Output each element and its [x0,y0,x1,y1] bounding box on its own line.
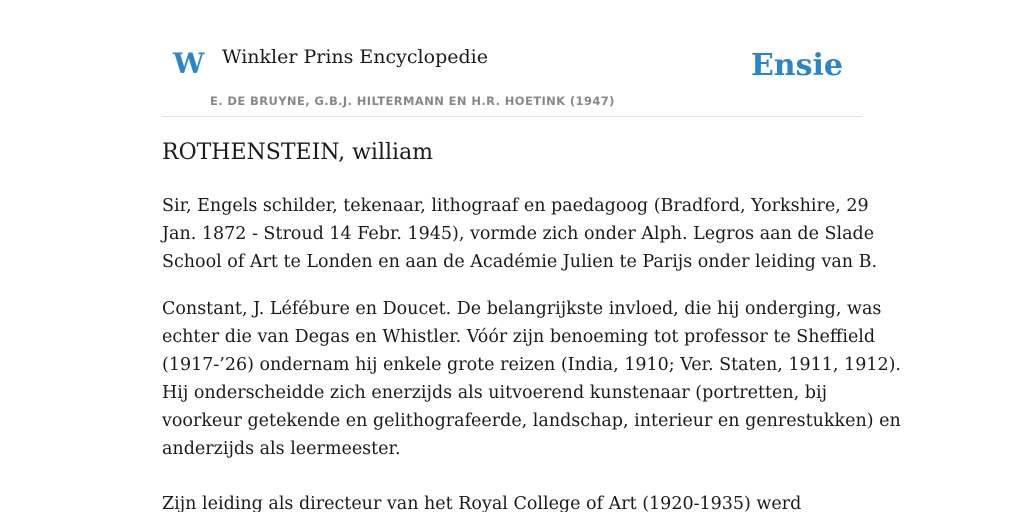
entry-paragraph [162,490,801,512]
winkler-prins-logo[interactable]: W [173,47,205,80]
paragraph-line: anderzijds als leermeester. [162,439,401,459]
site-header [162,0,862,117]
entry-paragraph [162,192,877,276]
entry-title: ROTHENSTEIN, william [162,140,434,165]
paragraph-line: School of Art te Londen en aan de Académie Julien te Parijs onder leiding van B. [162,252,878,272]
paragraph-line: Hij onderscheidde zich enerzijds als uitvoerend kunstenaar (portretten, bij [162,383,828,403]
encyclopedia-title[interactable]: Winkler Prins Encyclopedie [222,46,488,68]
ensie-brand-logo[interactable]: Ensie [750,48,843,83]
encyclopedia-authors: E. DE BRUYNE, G.B.J. HILTERMANN EN H.R. HOETINK (1947) [210,94,615,108]
paragraph-line: Zijn leiding als directeur van het Royal College of Art (1920-1935) werd [162,494,802,512]
entry-paragraph [162,295,901,463]
paragraph-line: voorkeur getekende en gelithografeerde, landschap, interieur en genrestukken) en [162,411,901,431]
paragraph-line: Sir, Engels schilder, tekenaar, lithograaf en paedagoog (Bradford, Yorkshire, 29 [162,196,869,216]
paragraph-line: echter die van Degas en Whistler. Vóór zijn benoeming tot professor te Sheffield [162,327,876,347]
paragraph-line: (1917-’26) ondernam hij enkele grote reizen (India, 1910; Ver. Staten, 1911, 1912). [162,355,901,375]
paragraph-line: Jan. 1872 - Stroud 14 Febr. 1945), vormde zich onder Alph. Legros aan de Slade [162,224,875,244]
paragraph-line: Constant, J. Léfébure en Doucet. De belangrijkste invloed, die hij onderging, was [162,299,882,319]
